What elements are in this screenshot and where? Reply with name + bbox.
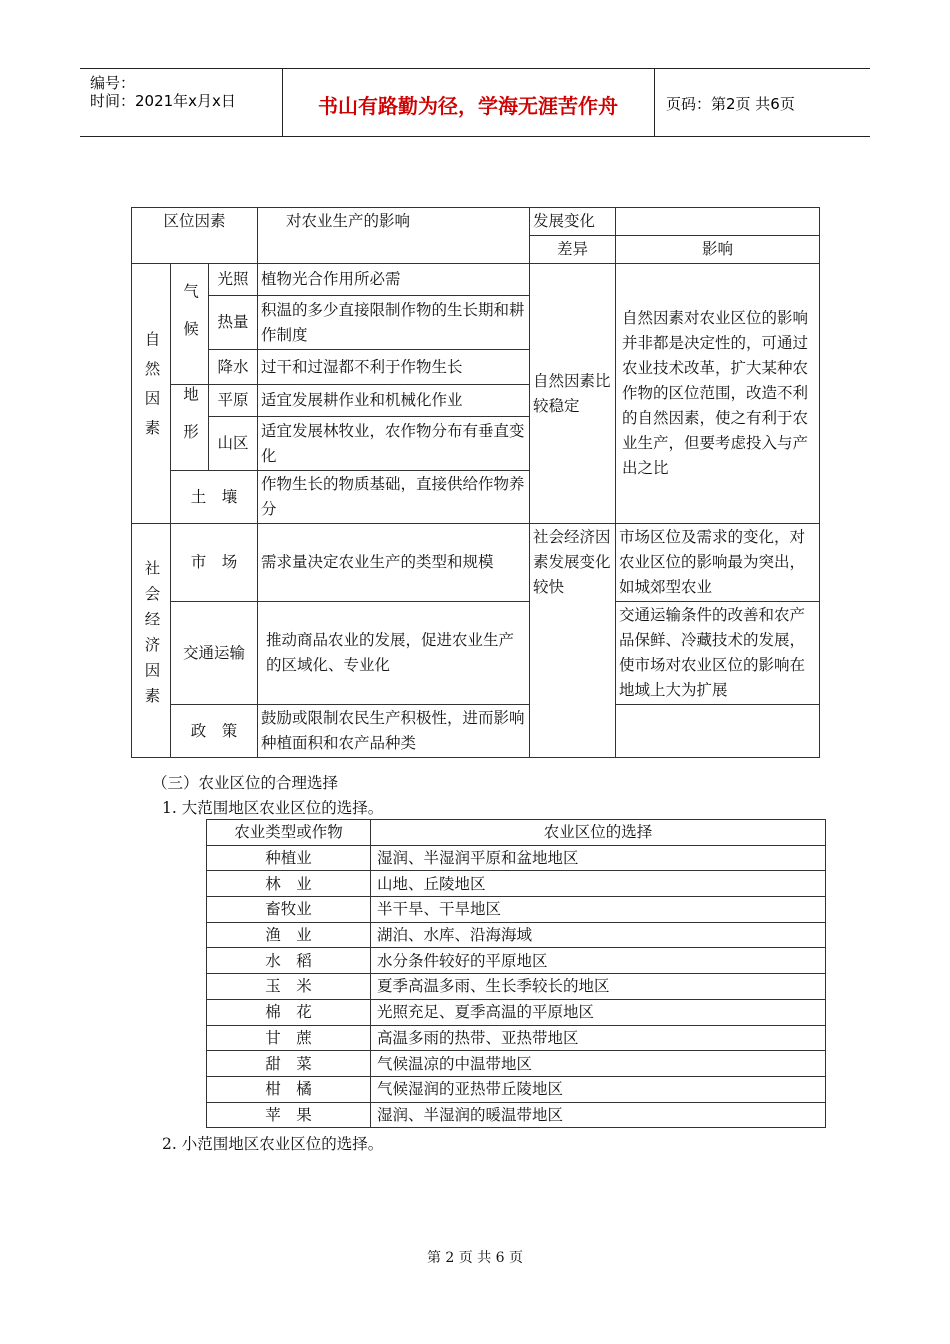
transport-label: 交通运输 bbox=[171, 602, 258, 705]
transport-impact: 推动商品农业的发展，促进农业生产的区域化、专业化 bbox=[258, 602, 530, 705]
table-row bbox=[207, 871, 826, 897]
plain-label: 平原 bbox=[209, 385, 258, 417]
header-impact: 对农业生产的影响 bbox=[258, 208, 530, 264]
market-impact: 需求量决定农业生产的类型和规模 bbox=[258, 524, 530, 602]
table-row bbox=[207, 1025, 826, 1051]
light-label: 光照 bbox=[209, 264, 258, 296]
policy-effect-empty bbox=[616, 705, 820, 758]
crop-location: 夏季高温多雨、生长季较长的地区 bbox=[371, 974, 826, 1000]
crop-name: 玉 米 bbox=[207, 974, 371, 1000]
table-row bbox=[207, 948, 826, 974]
header-location-choice: 农业区位的选择 bbox=[371, 820, 826, 846]
crop-name: 畜牧业 bbox=[207, 897, 371, 923]
light-impact: 植物光合作用所必需 bbox=[258, 264, 530, 296]
header-blank bbox=[616, 208, 820, 236]
header-effect: 影响 bbox=[616, 236, 820, 264]
market-effect: 市场区位及需求的变化，对农业区位的影响最为突出，如城郊型农业 bbox=[616, 524, 820, 602]
crop-name: 种植业 bbox=[207, 845, 371, 871]
crop-location: 湿润、半湿润的暖温带地区 bbox=[371, 1102, 826, 1128]
table-row bbox=[207, 897, 826, 923]
agriculture-factor-table bbox=[131, 207, 820, 758]
table-row bbox=[207, 1102, 826, 1128]
natural-diff: 自然因素比较稳定 bbox=[530, 264, 616, 524]
location-selection-table bbox=[206, 819, 826, 1128]
header-divider bbox=[654, 68, 655, 136]
crop-name: 甘 蔗 bbox=[207, 1025, 371, 1051]
crop-name: 甜 菜 bbox=[207, 1051, 371, 1077]
transport-effect: 交通运输条件的改善和农产品保鲜、冷藏技术的发展，使市场对农业区位的影响在地域上大为扩展 bbox=[616, 602, 820, 705]
rain-label: 降水 bbox=[209, 350, 258, 385]
header-top-rule bbox=[80, 68, 870, 69]
crop-name: 渔 业 bbox=[207, 922, 371, 948]
policy-impact: 鼓励或限制农民生产积极性，进而影响种植面积和农产品种类 bbox=[258, 705, 530, 758]
section-title: （三）农业区位的合理选择 bbox=[152, 774, 339, 792]
natural-effect: 自然因素对农业区位的影响并非都是决定性的，可通过农业技术改革，扩大某种农作物的区位范围，改造不利的自然因素，使之有利于农业生产，但要考虑投入与产出之比 bbox=[616, 264, 820, 524]
doc-number-label: 编号： bbox=[90, 74, 136, 92]
header-motto: 书山有路勤为径，学海无涯苦作舟 bbox=[318, 94, 618, 118]
section-item-1: 1. 大范围地区农业区位的选择。 bbox=[162, 799, 384, 817]
table-row bbox=[207, 999, 826, 1025]
crop-location: 山地、丘陵地区 bbox=[371, 871, 826, 897]
table-row bbox=[207, 974, 826, 1000]
crop-name: 水 稻 bbox=[207, 948, 371, 974]
mountain-impact: 适宜发展林牧业，农作物分布有垂直变化 bbox=[258, 417, 530, 471]
rain-impact: 过干和过湿都不利于作物生长 bbox=[258, 350, 530, 385]
crop-name: 棉 花 bbox=[207, 999, 371, 1025]
soil-label: 土 壤 bbox=[171, 471, 258, 524]
page-footer: 第 2 页 共 6 页 bbox=[426, 1250, 524, 1266]
crop-location: 湿润、半湿润平原和盆地地区 bbox=[371, 845, 826, 871]
header-factor: 区位因素 bbox=[132, 208, 258, 264]
crop-location: 半干旱、干旱地区 bbox=[371, 897, 826, 923]
natural-factor-label: 自然因素 bbox=[132, 264, 171, 524]
crop-name: 柑 橘 bbox=[207, 1076, 371, 1102]
header-crop-type: 农业类型或作物 bbox=[207, 820, 371, 846]
table-row bbox=[207, 845, 826, 871]
crop-name: 苹 果 bbox=[207, 1102, 371, 1128]
crop-location: 高温多雨的热带、亚热带地区 bbox=[371, 1025, 826, 1051]
crop-location: 光照充足、夏季高温的平原地区 bbox=[371, 999, 826, 1025]
crop-location: 气候湿润的亚热带丘陵地区 bbox=[371, 1076, 826, 1102]
section-item-2: 2. 小范围地区农业区位的选择。 bbox=[162, 1135, 384, 1153]
page-code: 页码：第2页 共6页 bbox=[666, 95, 795, 113]
soil-impact: 作物生长的物质基础，直接供给作物养分 bbox=[258, 471, 530, 524]
policy-label: 政 策 bbox=[171, 705, 258, 758]
climate-label: 气候 bbox=[171, 264, 209, 385]
table-row bbox=[207, 1051, 826, 1077]
crop-name: 林 业 bbox=[207, 871, 371, 897]
heat-label: 热量 bbox=[209, 296, 258, 350]
header-change: 发展变化 bbox=[530, 208, 616, 236]
mountain-label: 山区 bbox=[209, 417, 258, 471]
heat-impact: 积温的多少直接限制作物的生长期和耕作制度 bbox=[258, 296, 530, 350]
social-diff: 社会经济因素发展变化较快 bbox=[530, 524, 616, 758]
table-row bbox=[207, 922, 826, 948]
market-label: 市 场 bbox=[171, 524, 258, 602]
doc-time-label: 时间：2021年x月x日 bbox=[90, 92, 236, 110]
plain-impact: 适宜发展耕作业和机械化作业 bbox=[258, 385, 530, 417]
crop-location: 气候温凉的中温带地区 bbox=[371, 1051, 826, 1077]
crop-location: 湖泊、水库、沿海海域 bbox=[371, 922, 826, 948]
crop-location: 水分条件较好的平原地区 bbox=[371, 948, 826, 974]
table-row bbox=[207, 1076, 826, 1102]
social-factor-label: 社会经济因素 bbox=[132, 524, 171, 758]
header-bottom-rule bbox=[80, 136, 870, 137]
terrain-label: 地形 bbox=[171, 385, 209, 471]
header-diff: 差异 bbox=[530, 236, 616, 264]
